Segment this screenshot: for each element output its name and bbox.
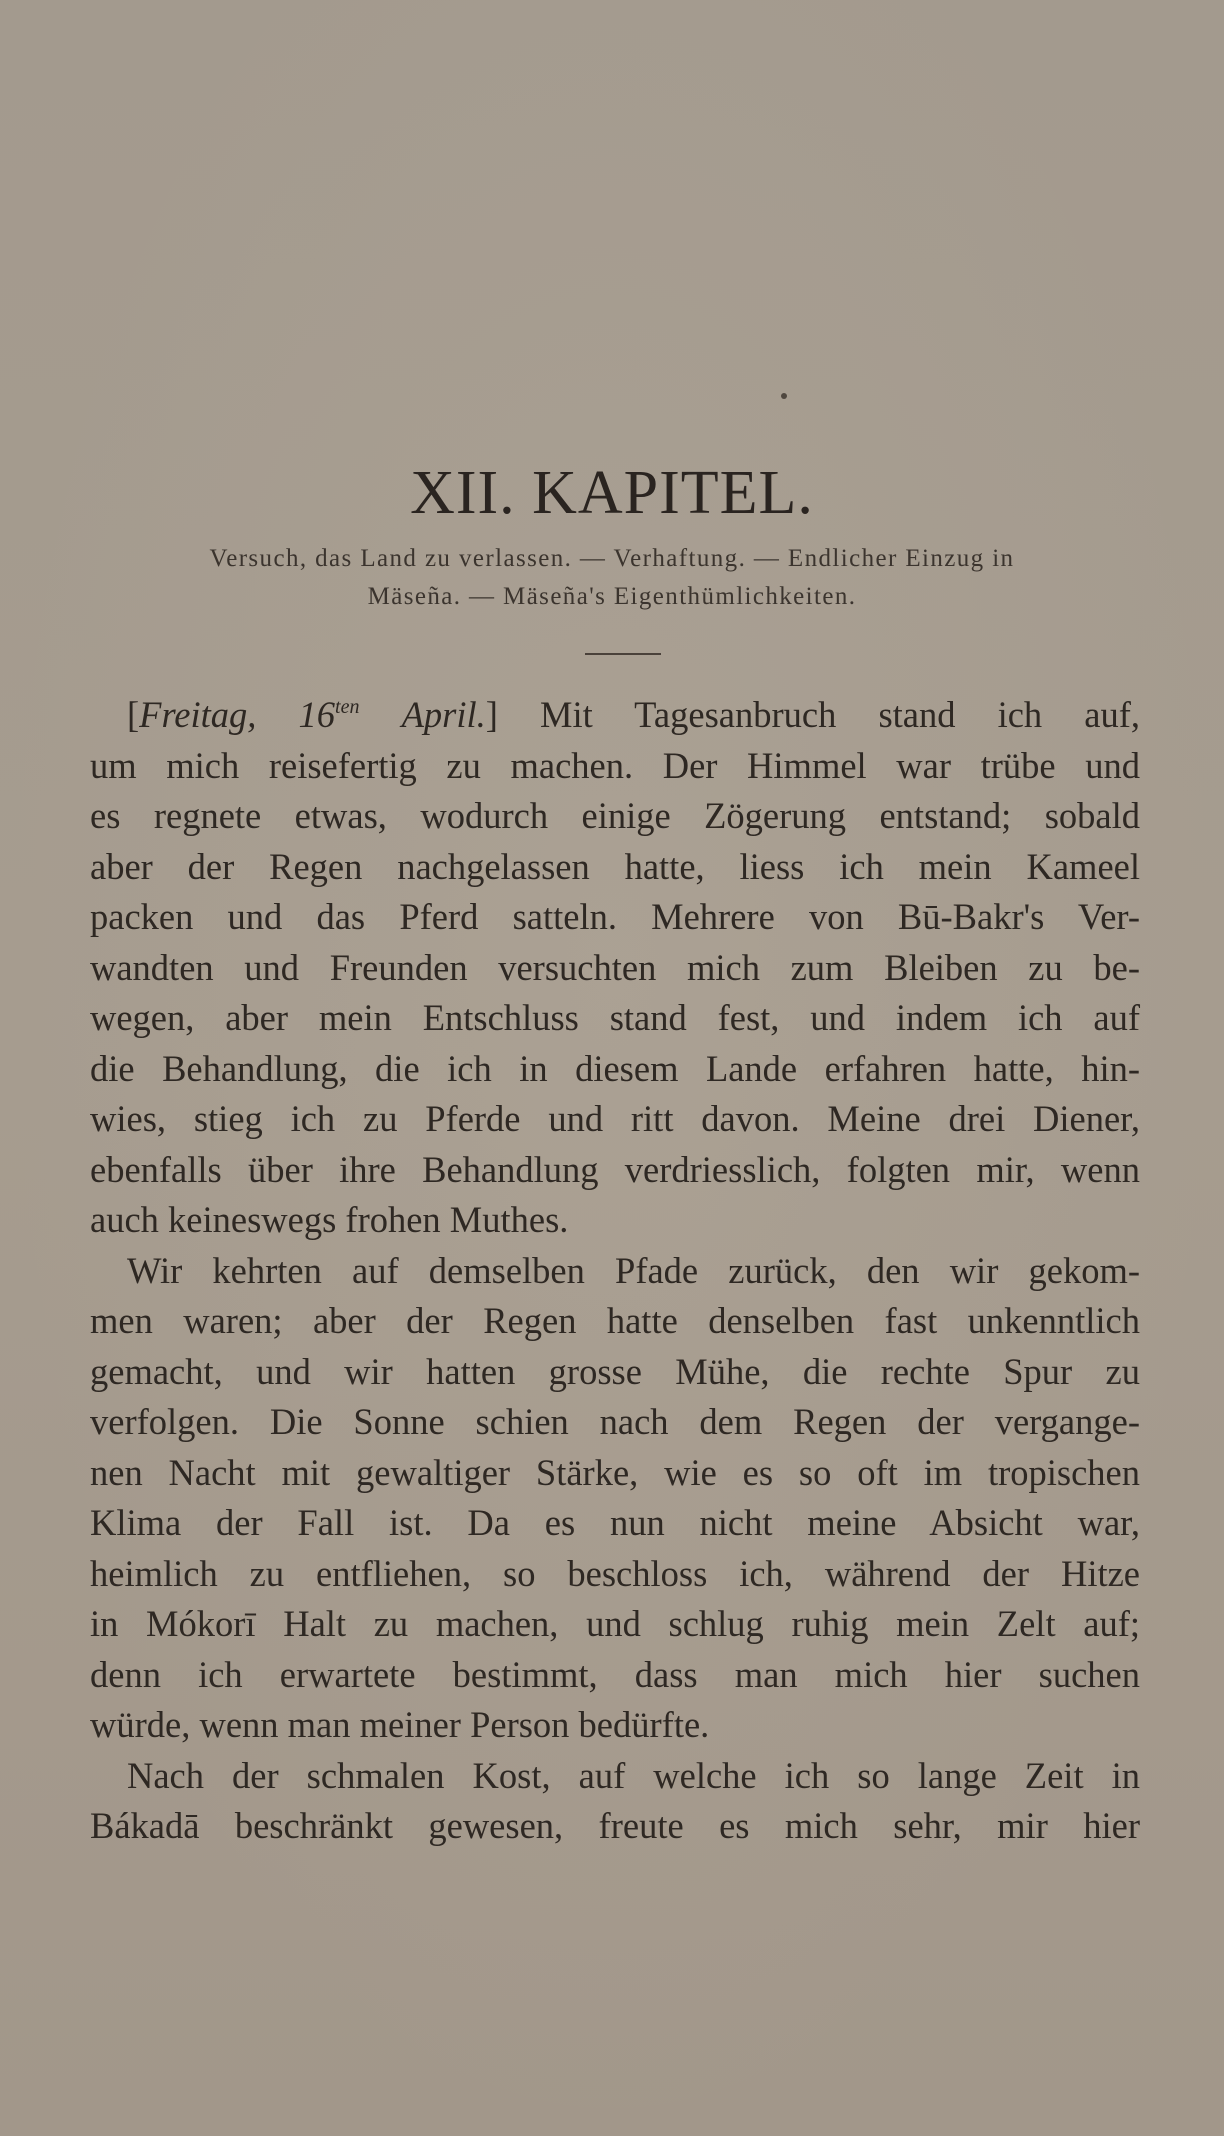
text-line: denn ich erwartete bestimmt, dass man mich hier suchen: [90, 1653, 1140, 1695]
chapter-title: XII. KAPITEL.: [410, 459, 814, 527]
text-line: gemacht, und wir hatten grosse Mühe, die rechte Spur zu: [90, 1350, 1140, 1392]
text-line: aber der Regen nachgelassen hatte, liess ich mein Kameel: [90, 845, 1140, 887]
text-line: nen Nacht mit gewaltiger Stärke, wie es so oft im tropischen: [90, 1451, 1140, 1493]
text-line: die Behandlung, die ich in diesem Lande erfahren hatte, hin-: [90, 1047, 1140, 1089]
text-line: würde, wenn man meiner Person bedürfte.: [90, 1704, 710, 1745]
text-line: in Mókorī Halt zu machen, und schlug ruhig mein Zelt auf;: [90, 1603, 1140, 1644]
text-line: es regnete etwas, wodurch einige Zögerung entstand; sobald: [90, 795, 1140, 836]
text-line: heimlich zu entfliehen, so beschloss ich, während der Hitze: [90, 1552, 1140, 1594]
date-day: Freitag,: [139, 694, 257, 735]
text-line: wies, stieg ich zu Pferde und ritt davon. Meine drei Diener,: [90, 1098, 1140, 1139]
text-line: Wir kehrten auf demselben Pfade zurück, den wir gekom-: [127, 1249, 1140, 1291]
text-line: um mich reisefertig zu machen. Der Himmel war trübe und: [90, 744, 1140, 786]
body-text: [90, 690, 1140, 1852]
text-line: verfolgen. Die Sonne schien nach dem Regen der vergange-: [90, 1401, 1140, 1442]
ink-speck: [781, 393, 787, 399]
date-bracket-open: [: [127, 694, 140, 735]
text-line: Nach der schmalen Kost, auf welche ich so lange Zeit in: [127, 1754, 1140, 1796]
text-line: Bákadā beschränkt gewesen, freute es mich sehr, mir hier: [90, 1805, 1140, 1846]
text-line: Mit Tagesanbruch stand ich auf,: [497, 694, 1141, 735]
date-sup: ten: [335, 696, 360, 718]
text-line: men waren; aber der Regen hatte denselben fast unkenntlich: [90, 1300, 1140, 1341]
summary-line: Versuch, das Land zu verlassen. — Verhaftung. — Endlicher Einzug in: [209, 545, 1015, 572]
section-divider: [585, 653, 661, 655]
date-bracket-close: ]: [485, 694, 498, 735]
chapter-summary: [100, 540, 1124, 616]
text-line: ebenfalls über ihre Behandlung verdriesslich, folgten mir, wenn: [90, 1148, 1140, 1190]
text-line-date: [90, 690, 1140, 741]
text-line: wegen, aber mein Entschluss stand fest, und indem ich auf: [90, 997, 1140, 1038]
text-line: auch keineswegs frohen Muthes.: [90, 1199, 569, 1240]
date-month: April.: [401, 694, 486, 735]
date-num: 16: [298, 694, 336, 735]
text-line: packen und das Pferd satteln. Mehrere von Bū-Bakr's Ver-: [90, 896, 1140, 937]
text-line: wandten und Freunden versuchten mich zum Bleiben zu be-: [90, 946, 1140, 988]
summary-line: Mäseña. — Mäseña's Eigenthümlichkeiten.: [367, 583, 857, 610]
text-line: Klima der Fall ist. Da es nun nicht meine Absicht war,: [90, 1502, 1140, 1543]
